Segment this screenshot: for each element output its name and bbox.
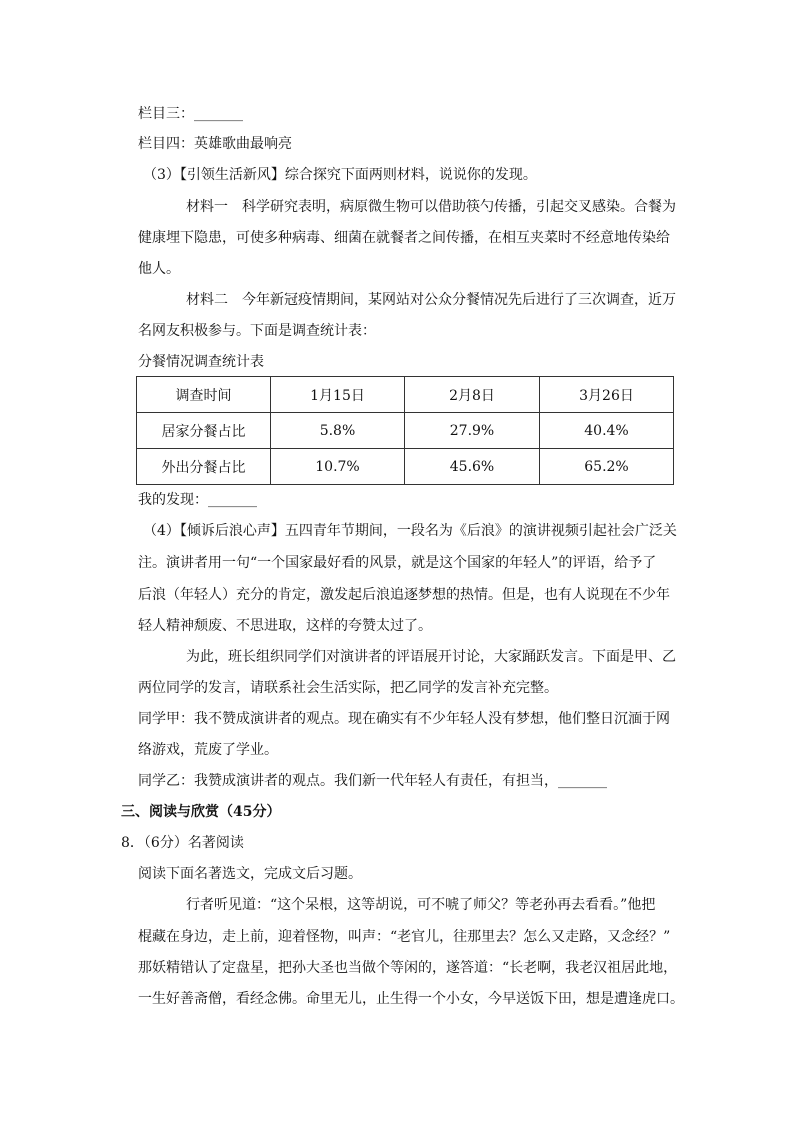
student-a-line-1: 同学甲：我不赞成演讲者的观点。现在确实有不少年轻人没有梦想，他们整日沉湎于网 (138, 711, 670, 727)
table-row (137, 449, 674, 485)
table-row-label: 居家分餐占比 (137, 413, 271, 449)
table-row-label: 外出分餐占比 (137, 449, 271, 485)
excerpt-line-2: 棍藏在身边，走上前，迎着怪物，叫声：“老官儿，往那里去？怎么又走路，又念经？” (138, 929, 671, 945)
table-cell: 45.6% (405, 449, 540, 485)
reading-instruction: 阅读下面名著选文，完成文后习题。 (138, 866, 362, 882)
discussion-intro-line-2: 两位同学的发言，请联系社会生活实际，把乙同学的发言补充完整。 (138, 680, 558, 696)
student-b-line: 同学乙：我赞成演讲者的观点。我们新一代年轻人有责任，有担当，_______ (138, 773, 607, 789)
table-header-cell: 2月8日 (405, 377, 540, 413)
material-two-line-1: 材料二 今年新冠疫情期间，某网站对公众分餐情况先后进行了三次调查，近万 (186, 292, 676, 308)
section-three-heading: 三、阅读与欣赏（45分） (121, 804, 281, 820)
my-finding-line: 我的发现：_______ (138, 492, 257, 508)
table-cell: 27.9% (405, 413, 540, 449)
table-cell: 40.4% (540, 413, 674, 449)
excerpt-line-3: 那妖精错认了定盘星，把孙大圣也当做个等闲的，遂答道：“长老啊，我老汉祖居此地， (138, 960, 678, 976)
question-4-line-3: 后浪（年轻人）充分的肯定，激发起后浪追逐梦想的热情。但是，也有人说现在不少年 (138, 587, 670, 603)
question-4-line-2: 注。演讲者用一句“一个国家最好看的风景，就是这个国家的年轻人”的评语，给予了 (138, 555, 657, 571)
table-row (137, 413, 674, 449)
column-three-line: 栏目三：_______ (138, 106, 243, 122)
material-two-line-2: 名网友积极参与。下面是调查统计表： (138, 323, 376, 339)
material-one-line-3: 他人。 (138, 261, 180, 277)
table-cell: 65.2% (540, 449, 674, 485)
discussion-intro-line-1: 为此，班长组织同学们对演讲者的评语展开讨论，大家踊跃发言。下面是甲、乙 (186, 649, 676, 665)
table-cell: 10.7% (271, 449, 405, 485)
table-header-cell: 1月15日 (271, 377, 405, 413)
excerpt-line-1: 行者听见道：“这个呆根，这等胡说，可不唬了师父？等老孙再去看看。”他把 (186, 897, 656, 913)
question-4-line-1: （4）【倾诉后浪心声】五四青年节期间，一段名为《后浪》的演讲视频引起社会广泛关 (143, 523, 677, 539)
table-header-cell: 调查时间 (137, 377, 271, 413)
material-one-line-2: 健康埋下隐患，可使多种病毒、细菌在就餐者之间传播，在相互夹菜时不经意地传染给 (138, 230, 670, 246)
question-4-line-4: 轻人精神颓废、不思进取，这样的夸赞太过了。 (138, 618, 432, 634)
material-one-line-1: 材料一 科学研究表明，病原微生物可以借助筷勺传播，引起交叉感染。合餐为 (186, 199, 676, 215)
table-caption: 分餐情况调查统计表 (138, 354, 264, 370)
student-a-line-2: 络游戏，荒废了学业。 (138, 742, 278, 758)
question-3-title: （3）【引领生活新风】综合探究下面两则材料，说说你的发现。 (143, 167, 537, 183)
excerpt-line-4: 一生好善斋僧，看经念佛。命里无儿，止生得一个小女，今早送饭下田，想是遭逢虎口。 (138, 991, 684, 1007)
column-four-line: 栏目四：英雄歌曲最响亮 (138, 136, 292, 152)
question-8-title: 8．（6分）名著阅读 (121, 835, 244, 851)
table-header-row (137, 377, 674, 413)
survey-table (136, 376, 674, 485)
table-cell: 5.8% (271, 413, 405, 449)
table-header-cell: 3月26日 (540, 377, 674, 413)
